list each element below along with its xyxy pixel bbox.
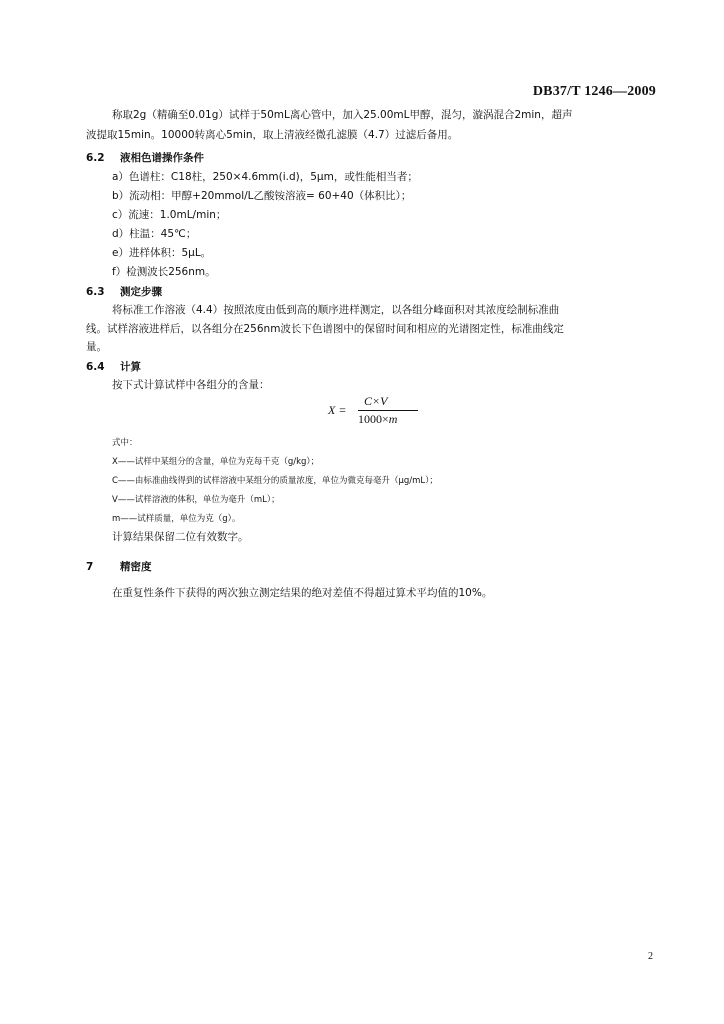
paragraph-line: 在重复性条件下获得的两次独立测定结果的绝对差值不得超过算术平均值的10%。 [112, 587, 493, 599]
paragraph-line: 按下式计算试样中各组分的含量： [112, 379, 270, 391]
result-note: 计算结果保留二位有效数字。 [112, 531, 249, 543]
paragraph-line: 称取2g（精确至0.01g）试样于50mL离心管中，加入25.00mL甲醇，混匀，漩涡混合2min，超声 [112, 109, 573, 121]
formula-denominator: 1000×m [358, 412, 398, 426]
list-item: b）流动相：甲醇+20mmol/L乙酸铵溶液= 60+40（体积比）； [112, 190, 412, 202]
section-title: 测定步骤 [120, 286, 162, 298]
section-7-heading [86, 559, 152, 574]
section-6-4-heading [86, 359, 141, 374]
standard-code-header: DB37/T 1246—2009 [532, 84, 656, 99]
section-number: 7 [86, 561, 94, 573]
page-number: 2 [648, 951, 653, 962]
list-item: e）进样体积：5μL。 [112, 247, 212, 259]
section-title: 精密度 [120, 561, 152, 573]
paragraph-line: 量。 [86, 341, 107, 353]
section-6-3-heading [86, 284, 162, 299]
section-title: 液相色谱操作条件 [120, 152, 204, 164]
section-title: 计算 [120, 361, 141, 373]
fraction-bar [358, 410, 418, 411]
section-number: 6.4 [86, 361, 105, 373]
list-item: d）柱温：45℃； [112, 228, 197, 240]
variable-definition: X——试样中某组分的含量，单位为克每千克（g/kg）； [112, 457, 320, 467]
paragraph-line: 线。试样溶液进样后，以各组分在256nm波长下色谱图中的保留时间和相应的光谱图定性，标准曲线定 [86, 323, 564, 335]
formula-numerator: C×V [364, 394, 388, 408]
where-label: 式中： [112, 438, 138, 448]
formula-lhs: X = [328, 403, 347, 417]
section-number: 6.3 [86, 286, 105, 298]
list-item: c）流速：1.0mL/min； [112, 209, 227, 221]
section-number: 6.2 [86, 152, 105, 164]
list-item: a）色谱柱：C18柱，250×4.6mm(i.d)，5μm，或性能相当者； [112, 171, 418, 183]
section-6-2-heading [86, 150, 204, 165]
content-formula [328, 394, 448, 428]
paragraph-line: 波提取15min。10000转离心5min，取上清液经微孔滤膜（4.7）过滤后备用。 [86, 129, 459, 141]
variable-definition: V——试样溶液的体积，单位为毫升（mL）； [112, 495, 280, 505]
variable-definition: m——试样质量，单位为克（g）。 [112, 514, 241, 524]
paragraph-line: 将标准工作溶液（4.4）按照浓度由低到高的顺序进样测定，以各组分峰面积对其浓度绘制标准曲 [112, 304, 560, 316]
list-item: f）检测波长256nm。 [112, 266, 216, 278]
variable-definition: C——由标准曲线得到的试样溶液中某组分的质量浓度，单位为微克每毫升（μg/mL）； [112, 476, 438, 486]
